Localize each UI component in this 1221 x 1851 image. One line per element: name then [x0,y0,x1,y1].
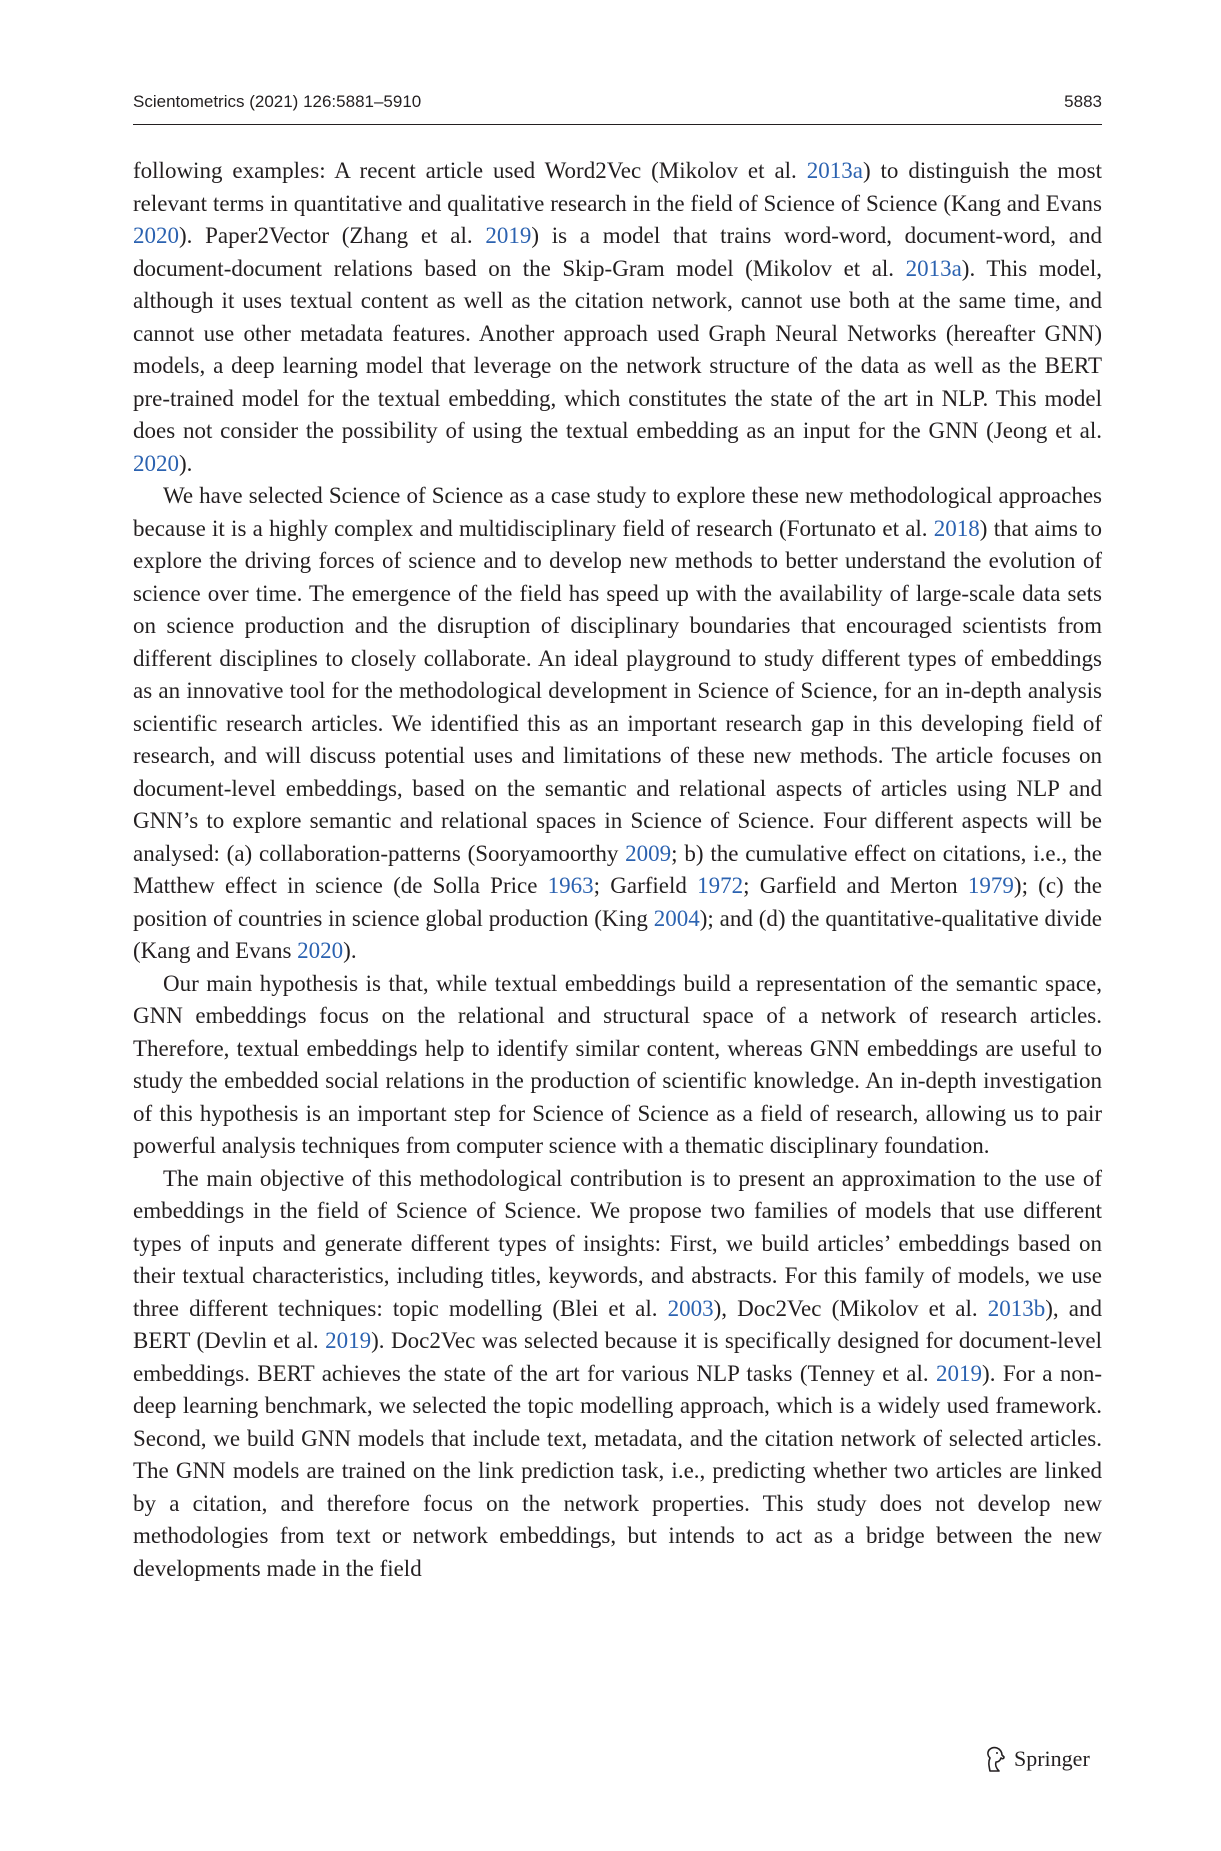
springer-logo [984,1744,1090,1774]
citation-link[interactable]: 2013a [806,158,863,183]
paragraph [133,155,1102,480]
citation-link[interactable]: 2013b [987,1295,1046,1321]
paragraph-text: We have selected Science of Science as a case study to explore these new methodological approaches because it is a highly complex and multidisciplinary field of research (Fortunato et al. [133,483,1102,541]
paragraph-text: ). Paper2Vector (Zhang et al. [179,223,486,248]
citation-link[interactable]: 1979 [967,873,1014,898]
paragraph-text: Our main hypothesis is that, while textual embeddings build a representation of the semantic space, GNN embeddings focus on the relational and structural space of a network of research articles. Therefore, textual embeddings help to identify similar content, whereas GNN embeddings are useful to study the embedded social relations in the production of scientific knowledge. An in-depth investigation of this hypothesis is an important step for Science of Science as a field of research, allowing us to pair powerful analysis techniques from computer science with a thematic disciplinary foundation. [133,970,1102,1158]
paragraph-text: ); (c) the position of countries in science global production (King [133,873,1103,931]
paragraph-text: ). [343,938,357,963]
citation-link[interactable]: 2020 [133,450,179,476]
paragraph-text: following examples: A recent article used Word2Vec (Mikolov et al. [133,158,807,183]
paragraph-text: ). For a non-deep learning benchmark, we selected the topic modelling approach, which is a widely used framework. Second, we build GNN models that include text, metadata, and the citation network of selected articles. The GNN models are trained on the link prediction task, i.e., predicting whether two articles are linked by a citation, and therefore focus on the network properties. This study does not develop new methodologies from text or network embeddings, but intends to act as a bridge between the new developments made in the field [133,1360,1102,1581]
running-head [133,92,1102,118]
citation-link[interactable]: 2004 [653,905,700,931]
springer-horse-icon [984,1745,1006,1773]
paragraph-text: ) to distinguish the most relevant terms in quantitative and qualitative research in the field of Science of Science (Kang and Evans [133,158,1102,216]
citation-link[interactable]: 2020 [297,938,344,963]
citation-link[interactable]: 1963 [547,873,594,898]
paragraph-text: ). [179,450,193,476]
paragraph [133,480,1102,968]
paragraph-text: ; b) the cumulative effect on citations, i.e., the Matthew effect in science (de Solla Price [133,840,1102,898]
paragraph-text: The main objective of this methodological contribution is to present an approximation to the use of embeddings in the field of Science of Science. We propose two families of models that use different types of inputs and generate different types of insights: First, we build articles’ embeddings based on their textual characteristics, including titles, keywords, and abstracts. For this family of models, we use three different techniques: topic modelling (Blei et al. [133,1165,1102,1321]
paragraph [133,1163,1102,1586]
paragraph-text: ), Doc2Vec (Mikolov et al. [713,1295,988,1321]
citation-link[interactable]: 1972 [697,873,744,898]
paragraph-text: ). This model, although it uses textual content as well as the citation network, cannot use both at the same time, and cannot use other metadata features. Another approach used Graph Neural Networks (hereafter GNN) models, a deep learning model that leverage on the network structure of the data as well as the BERT pre-trained model for the textual embedding, which constitutes the state of the art in NLP. This model does not consider the possibility of using the textual embedding as an input for the GNN (Jeong et al. [133,255,1102,443]
paragraph-text: ); and (d) the quantitative-qualitative divide (Kang and Evans [133,905,1102,963]
citation-link[interactable]: 2018 [933,515,980,541]
journal-citation: Scientometrics (2021) 126:5881–5910 [133,92,422,111]
paragraph-text: ). Doc2Vec was selected because it is specifically designed for document-level embeddings. BERT achieves the state of the art for various NLP tasks (Tenney et al. [133,1328,1102,1386]
citation-link[interactable]: 2019 [936,1360,983,1386]
citation-link[interactable]: 2013a [905,255,962,281]
paragraph-text: ; Garfield and Merton [743,873,968,898]
header-rule [133,124,1102,125]
paragraph [133,968,1102,1163]
paragraph-text: ), and BERT (Devlin et al. [133,1295,1103,1353]
publisher-name: Springer [1014,1746,1090,1771]
citation-link[interactable]: 2019 [325,1328,372,1353]
citation-link[interactable]: 2009 [625,840,672,866]
paragraph-text: ) is a model that trains word-word, document-word, and document-document relations based on the Skip-Gram model (Mikolov et al. [133,223,1102,281]
citation-link[interactable]: 2019 [485,223,532,248]
citation-link[interactable]: 2020 [133,223,179,248]
page-number: 5883 [1064,92,1102,111]
body-text [133,155,1102,1585]
citation-link[interactable]: 2003 [667,1295,714,1321]
paragraph-text: ; Garfield [593,873,698,898]
paragraph-text: ) that aims to explore the driving forces of science and to develop new methods to better understand the evolution of science over time. The emergence of the field has speed up with the availability of large-scale data sets on science production and the disruption of disciplinary boundaries that encouraged scientists from different disciplines to closely collaborate. An ideal playground to study different types of embeddings as an innovative tool for the methodological development in Science of Science, for an in-depth analysis scientific research articles. We identified this as an important research gap in this developing field of research, and will discuss potential uses and limitations of these new methods. The article focuses on document-level embeddings, based on the semantic and relational aspects of articles using NLP and GNN’s to explore semantic and relational spaces in Science of Science. Four different aspects will be analysed: (a) collaboration-patterns (Sooryamoorthy [133,515,1102,866]
